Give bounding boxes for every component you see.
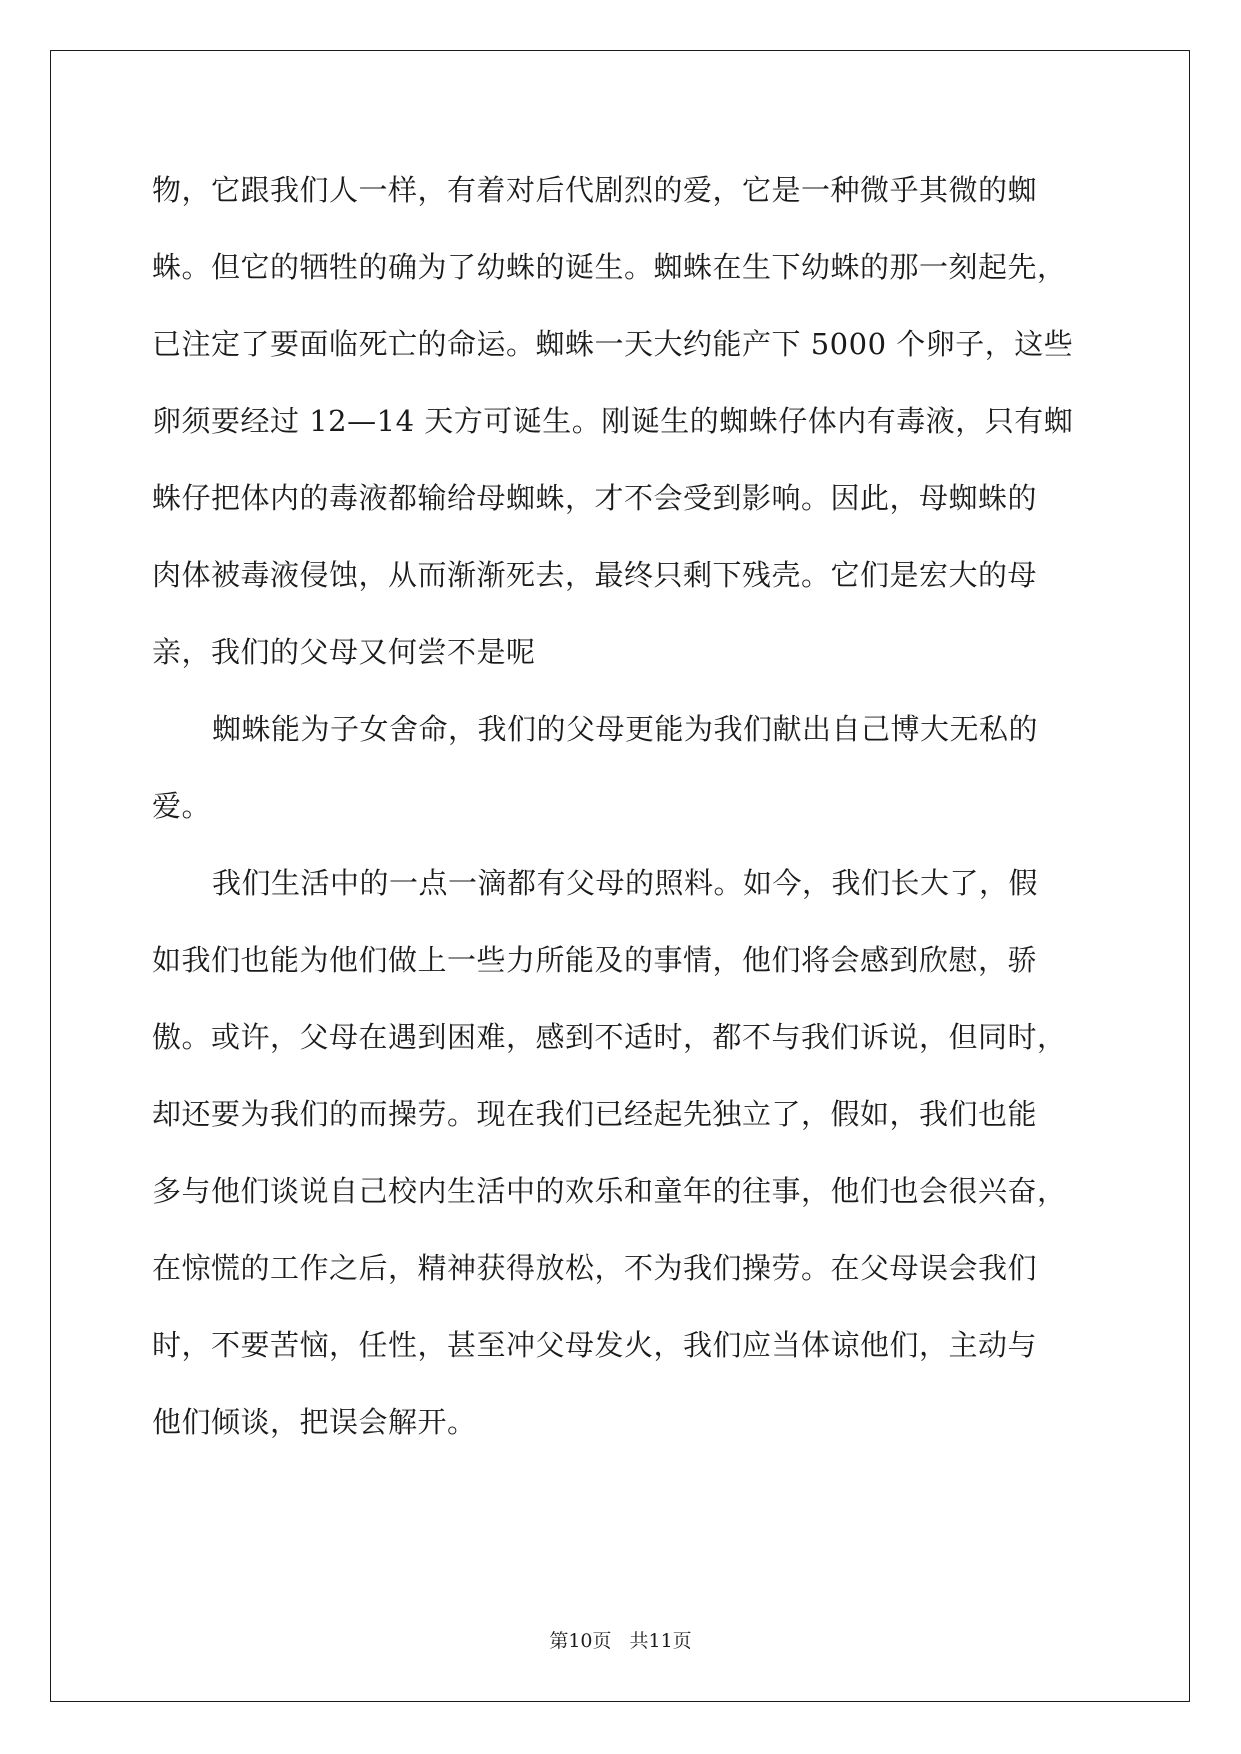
text-line: 亲，我们的父母又何尝不是呢 — [152, 635, 536, 669]
text-line: 已注定了要面临死亡的命运。蜘蛛一天大约能产下 5000 个卵子，这些 — [152, 327, 1074, 361]
text-line: 时，不要苦恼，任性，甚至冲父母发火，我们应当体谅他们，主动与 — [152, 1328, 1038, 1362]
paragraph-start-line: 蜘蛛能为子女舍命，我们的父母更能为我们献出自己博大无私的 — [212, 712, 1039, 746]
page-footer — [0, 1626, 1241, 1653]
text-line: 却还要为我们的而操劳。现在我们已经起先独立了，假如，我们也能 — [152, 1097, 1038, 1131]
text-line: 肉体被毒液侵蚀，从而渐渐死去，最终只剩下残壳。它们是宏大的母 — [152, 558, 1038, 592]
text-line: 蛛。但它的牺牲的确为了幼蛛的诞生。蜘蛛在生下幼蛛的那一刻起先， — [152, 250, 1067, 284]
text-line: 多与他们谈说自己校内生活中的欢乐和童年的往事，他们也会很兴奋， — [152, 1174, 1067, 1208]
text-line: 傲。或许，父母在遇到困难，感到不适时，都不与我们诉说，但同时， — [152, 1020, 1067, 1054]
text-line: 在惊慌的工作之后，精神获得放松，不为我们操劳。在父母误会我们 — [152, 1251, 1038, 1285]
text-line: 物，它跟我们人一样，有着对后代剧烈的爱，它是一种微乎其微的蜘 — [152, 173, 1038, 207]
text-line: 他们倾谈，把误会解开。 — [152, 1405, 477, 1439]
page-number: 第10页 — [549, 1630, 612, 1652]
text-line: 卵须要经过 12—14 天方可诞生。刚诞生的蜘蛛仔体内有毒液，只有蜘 — [152, 404, 1074, 438]
text-line: 蛛仔把体内的毒液都输给母蜘蛛，才不会受到影响。因此，母蜘蛛的 — [152, 481, 1038, 515]
paragraph-start-line: 我们生活中的一点一滴都有父母的照料。如今，我们长大了，假 — [212, 866, 1039, 900]
text-line: 爱。 — [152, 789, 212, 823]
text-line: 如我们也能为他们做上一些力所能及的事情，他们将会感到欣慰，骄 — [152, 943, 1038, 977]
page-total: 共11页 — [629, 1630, 692, 1652]
